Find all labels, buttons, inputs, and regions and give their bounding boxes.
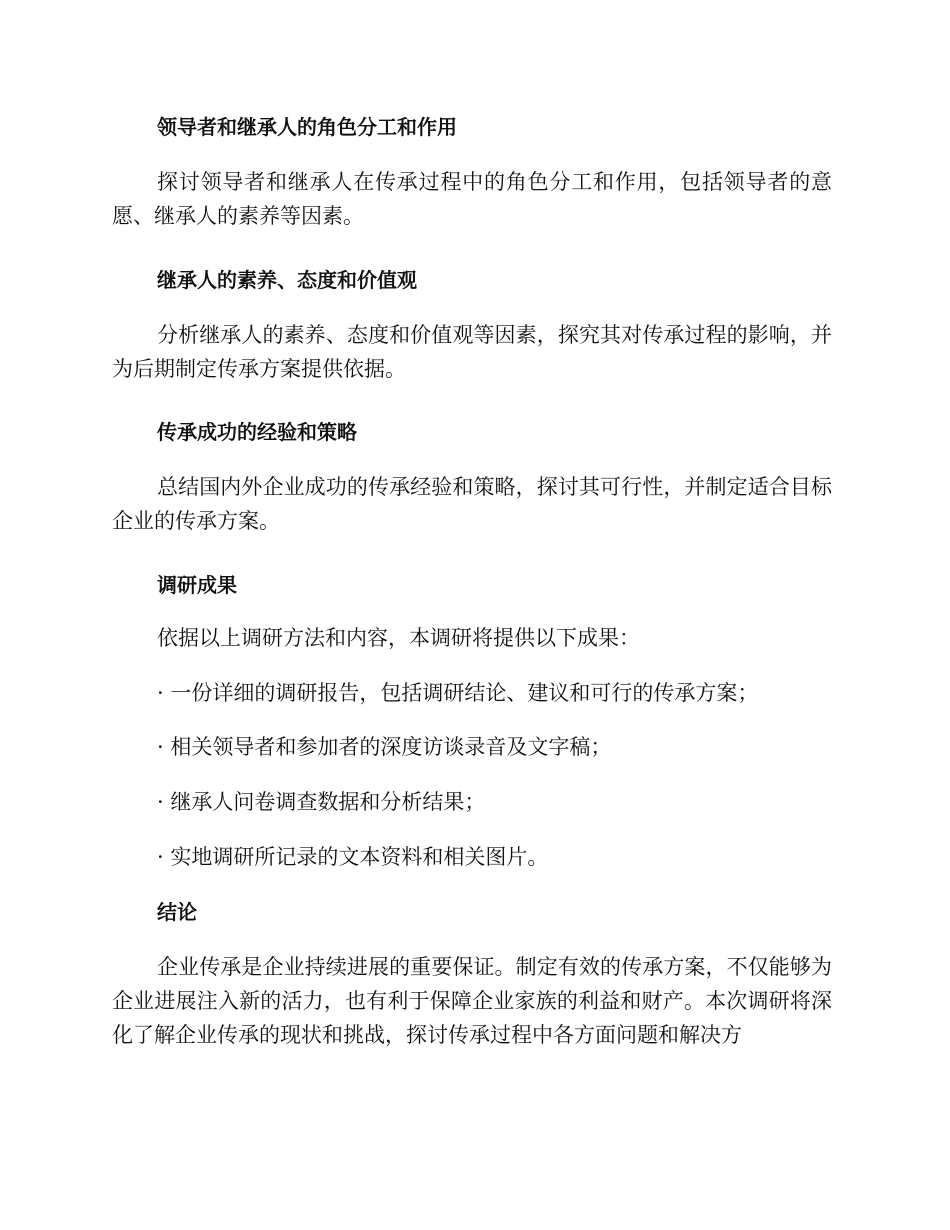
section-heading-experience: 传承成功的经验和策略 bbox=[157, 420, 357, 444]
results-bullet-report: · 一份详细的调研报告，包括调研结论、建议和可行的传承方案； bbox=[157, 681, 759, 705]
results-bullet-survey: · 继承人问卷调查数据和分析结果； bbox=[157, 790, 486, 814]
conclusion-heading: 结论 bbox=[157, 900, 197, 924]
section-paragraph-experience: 总结国内外企业成功的传承经验和策略，探讨其可行性，并制定适合目标企业的传承方案。 bbox=[112, 475, 832, 533]
section-paragraph-successor-values: 分析继承人的素养、态度和价值观等因素，探究其对传承过程的影响，并为后期制定传承方案提供依据。 bbox=[112, 323, 832, 381]
conclusion-paragraph: 企业传承是企业持续进展的重要保证。制定有效的传承方案，不仅能够为企业进展注入新的活力，也有利于保障企业家族的利益和财产。本次调研将深化了解企业传承的现状和挑战，探讨传承过程中各方面问题和解决方 bbox=[112, 955, 832, 1047]
results-bullet-field-records: · 实地调研所记录的文本资料和相关图片。 bbox=[157, 845, 549, 869]
results-intro: 依据以上调研方法和内容，本调研将提供以下成果： bbox=[157, 626, 640, 650]
section-paragraph-roles: 探讨领导者和继承人在传承过程中的角色分工和作用，包括领导者的意愿、继承人的素养等因素。 bbox=[112, 170, 832, 228]
results-bullet-interviews: · 相关领导者和参加者的深度访谈录音及文字稿； bbox=[157, 735, 612, 759]
section-heading-roles: 领导者和继承人的角色分工和作用 bbox=[157, 115, 457, 139]
section-heading-successor-values: 继承人的素养、态度和价值观 bbox=[157, 268, 417, 292]
results-heading: 调研成果 bbox=[157, 573, 237, 597]
